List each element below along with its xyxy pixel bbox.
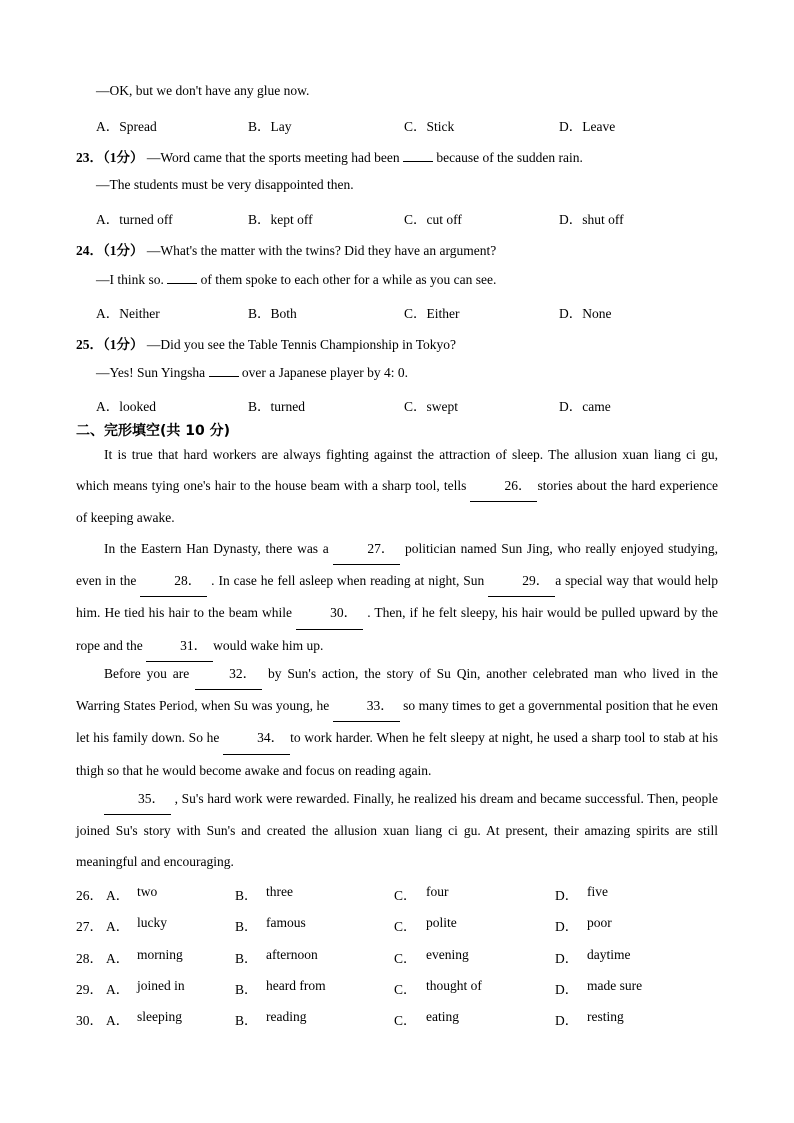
- q24-text: —What's the matter with the twins? Did they have an argument?: [146, 243, 497, 258]
- q23-response-line: —The students must be very disappointed then.: [96, 177, 354, 192]
- q24-response-line: [96, 271, 718, 288]
- q24-option-d[interactable]: D．None: [559, 306, 612, 321]
- q25-text-a: —Yes! Sun Yingsha: [96, 365, 209, 380]
- q23-number: 23．（1分）: [76, 150, 144, 165]
- q22-option-b[interactable]: B．Lay: [248, 119, 292, 134]
- letter-a: A．: [106, 951, 130, 966]
- q23-blank: [403, 149, 433, 162]
- q22-option-d[interactable]: D．Leave: [559, 119, 616, 134]
- q25-option-c[interactable]: C．swept: [404, 399, 458, 414]
- cloze-26-option-b[interactable]: three: [266, 884, 293, 899]
- letter-d: D．: [555, 982, 579, 997]
- blank-33[interactable]: 33．: [333, 690, 400, 722]
- q23-stem: [76, 146, 718, 166]
- q24-text-b: of them spoke to each other for a while as you can see.: [197, 272, 497, 287]
- cloze-26-option-c[interactable]: four: [426, 884, 449, 899]
- blank-29[interactable]: 29．: [488, 565, 555, 597]
- cloze-number: 27．: [76, 919, 103, 934]
- q25-options: [96, 395, 756, 413]
- letter-c: C．: [394, 982, 417, 997]
- p4-text-a: , Su's hard work were rewarded. Finally, he realized his dream and became successful. Then, people joined Su's story with Sun's and created the allusion xuan liang ci gu. At present, their amazing spirits are still meaningful and encouraging.: [76, 791, 718, 870]
- q24-options: [96, 302, 756, 320]
- p2-text-c: . In case he fell asleep when reading at night, Sun: [207, 573, 489, 589]
- cloze-28-option-c[interactable]: evening: [426, 947, 469, 962]
- letter-d: D．: [555, 888, 579, 903]
- cloze-27-option-a[interactable]: lucky: [137, 915, 167, 930]
- q24-blank: [167, 271, 197, 284]
- p3-text-c: so many times to get a governmental position that he even let his family down. So he: [76, 698, 719, 746]
- passage-paragraph-1: [76, 439, 718, 534]
- cloze-28-option-b[interactable]: afternoon: [266, 947, 318, 962]
- cloze-28-option-a[interactable]: morning: [137, 947, 183, 962]
- p1-text-a: It is true that hard workers are always fighting against the attraction of sleep. The allusion xuan liang ci gu, which means tying one's hair to the house beam with a sharp tool, tells: [76, 447, 718, 494]
- letter-b: B．: [235, 888, 258, 903]
- p3-text-b: by Sun's action, the story of Su Qin, another celebrated man who lived in the Warring States Period, when Su was young, he: [76, 666, 718, 714]
- letter-a: A．: [106, 919, 130, 934]
- q23-option-a[interactable]: A．turned off: [96, 212, 173, 227]
- q23-option-d[interactable]: D．shut off: [559, 212, 624, 227]
- letter-d: D．: [555, 919, 579, 934]
- cloze-29-option-b[interactable]: heard from: [266, 978, 326, 993]
- cloze-item-26: [76, 884, 736, 902]
- blank-31[interactable]: 31．: [146, 630, 213, 662]
- cloze-29-option-a[interactable]: joined in: [137, 978, 185, 993]
- q22-options: [96, 115, 756, 133]
- cloze-28-option-d[interactable]: daytime: [587, 947, 631, 962]
- q24-text-a: —I think so.: [96, 272, 168, 287]
- letter-a: A．: [106, 888, 130, 903]
- q24-option-c[interactable]: C．Either: [404, 306, 460, 321]
- q25-stem: [76, 333, 718, 353]
- cloze-number: 29．: [76, 982, 103, 997]
- q25-option-b[interactable]: B．turned: [248, 399, 305, 414]
- cloze-27-option-b[interactable]: famous: [266, 915, 306, 930]
- cloze-27-option-d[interactable]: poor: [587, 915, 612, 930]
- letter-b: B．: [235, 951, 258, 966]
- cloze-30-option-b[interactable]: reading: [266, 1009, 307, 1024]
- q25-text: —Did you see the Table Tennis Championship in Tokyo?: [146, 337, 457, 352]
- q23-text-a: —Word came that the sports meeting had been: [146, 150, 403, 165]
- q24-stem: [76, 239, 718, 259]
- q23-option-b[interactable]: B．kept off: [248, 212, 313, 227]
- letter-d: D．: [555, 951, 579, 966]
- cloze-item-27: [76, 915, 736, 933]
- blank-27[interactable]: 27．: [333, 533, 400, 565]
- p2-text-e: . Then, if he felt sleepy, his hair would be pulled upward by the rope and the: [76, 605, 718, 653]
- cloze-27-option-c[interactable]: polite: [426, 915, 457, 930]
- q23-text-b: because of the sudden rain.: [432, 150, 583, 165]
- q23-options: [96, 208, 756, 226]
- letter-c: C．: [394, 1013, 417, 1028]
- q22-answer-line: —OK, but we don't have any glue now.: [96, 83, 310, 98]
- passage-paragraph-2: [76, 533, 718, 662]
- q25-option-a[interactable]: A．looked: [96, 399, 156, 414]
- cloze-number: 26．: [76, 888, 103, 903]
- letter-b: B．: [235, 919, 258, 934]
- cloze-26-option-d[interactable]: five: [587, 884, 608, 899]
- cloze-number: 30．: [76, 1013, 103, 1028]
- q25-blank: [209, 364, 239, 377]
- q23-option-c[interactable]: C．cut off: [404, 212, 462, 227]
- q22-option-a[interactable]: A．Spread: [96, 119, 157, 134]
- cloze-item-30: [76, 1009, 736, 1027]
- blank-34[interactable]: 34．: [223, 722, 290, 754]
- q25-response-line: [96, 364, 718, 381]
- p3-text-d: to work harder. When he felt sleepy at night, he used a sharp tool to stab at his thigh so that he would become awake and focus on reading again.: [76, 730, 718, 778]
- letter-c: C．: [394, 951, 417, 966]
- q25-option-d[interactable]: D．came: [559, 399, 611, 414]
- cloze-29-option-d[interactable]: made sure: [587, 978, 643, 993]
- blank-35[interactable]: 35．: [104, 783, 171, 815]
- p2-text-a: In the Eastern Han Dynasty, there was a: [104, 541, 334, 556]
- letter-b: B．: [235, 1013, 258, 1028]
- blank-28[interactable]: 28．: [140, 565, 207, 597]
- cloze-item-28: [76, 947, 736, 965]
- cloze-number: 28．: [76, 951, 103, 966]
- letter-c: C．: [394, 919, 417, 934]
- q25-text-b: over a Japanese player by 4: 0.: [238, 365, 408, 380]
- cloze-30-option-d[interactable]: resting: [587, 1009, 624, 1024]
- p1-text-b: stories about the hard experience of keeping awake.: [76, 478, 718, 526]
- cloze-item-29: [76, 978, 736, 996]
- q24-number: 24．（1分）: [76, 243, 144, 258]
- cloze-29-option-c[interactable]: thought of: [426, 978, 482, 993]
- letter-c: C．: [394, 888, 417, 903]
- q24-option-a[interactable]: A．Neither: [96, 306, 160, 321]
- blank-30[interactable]: 30．: [296, 597, 363, 629]
- p2-text-b: politician named Sun Jing, who really enjoyed studying, even in the: [76, 541, 718, 589]
- p2-text-f: would wake him up.: [213, 637, 324, 653]
- blank-32[interactable]: 32．: [195, 658, 262, 690]
- cloze-30-option-c[interactable]: eating: [426, 1009, 459, 1024]
- q22-option-c[interactable]: C．Stick: [404, 119, 455, 134]
- passage-paragraph-4: [76, 783, 718, 878]
- blank-26[interactable]: 26．: [470, 470, 537, 502]
- passage-paragraph-3: [76, 658, 718, 786]
- section-heading: 二、完形填空(共 10 分): [76, 423, 231, 439]
- letter-a: A．: [106, 982, 130, 997]
- q25-number: 25．（1分）: [76, 337, 144, 352]
- cloze-30-option-a[interactable]: sleeping: [137, 1009, 182, 1024]
- letter-d: D．: [555, 1013, 579, 1028]
- q24-option-b[interactable]: B．Both: [248, 306, 297, 321]
- letter-a: A．: [106, 1013, 130, 1028]
- p3-text-a: Before you are: [104, 666, 196, 681]
- letter-b: B．: [235, 982, 258, 997]
- cloze-26-option-a[interactable]: two: [137, 884, 158, 899]
- p2-text-d: a special way that would help him. He tied his hair to the beam while: [76, 573, 719, 621]
